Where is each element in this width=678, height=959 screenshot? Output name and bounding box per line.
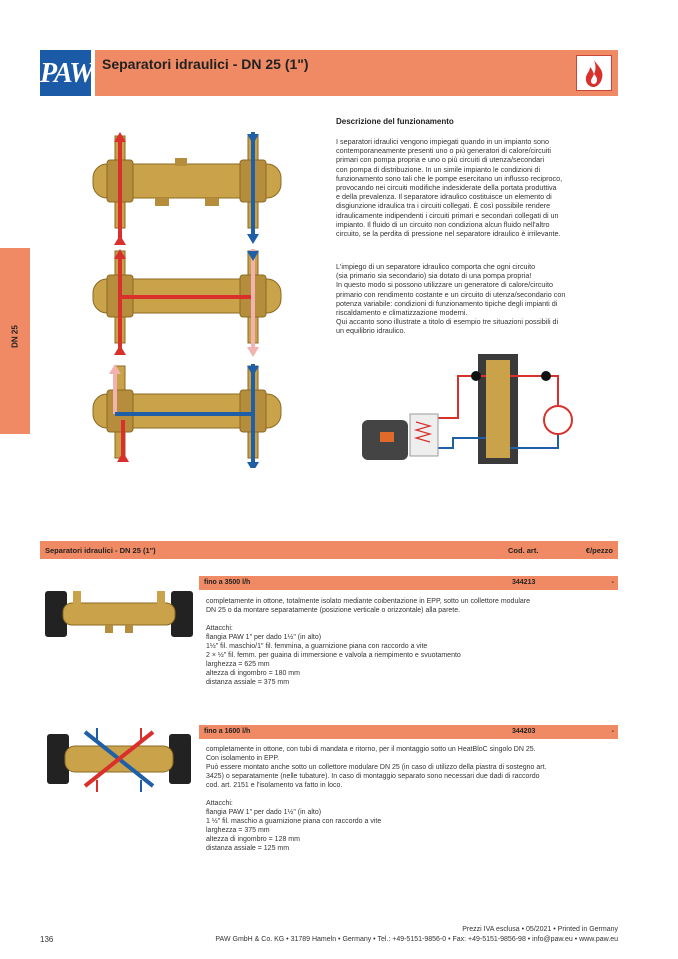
footer-company: PAW GmbH & Co. KG • 31789 Hameln • Germany • Tel.: +49-5151-9856-0 • Fax: +49-5151-9856-98 • info@paw.eu • www.paw.eu: [215, 936, 618, 943]
product-code: 344213: [512, 579, 536, 586]
side-tab-label: DN 25: [10, 325, 20, 348]
description-title: Descrizione del funzionamento: [336, 117, 454, 126]
product-name: fino a 3500 l/h: [204, 579, 251, 586]
description-paragraph-1: I separatori idraulici vengono impiegati quando in un impianto sono contemporaneamente presenti uno o più generatori di calore/circuiti primari con pompa propria e uno o più circuiti di utenza/secondari con pompa di distribuzione. In un simile impianto le condizioni di funzionamento sono tali che le pompe esercitano un influsso reciproco, provocando nei circuiti modifiche indesiderate della portata produttiva e della prevalenza. Il separatore idraulico costituisce un elemento di disgiunzione idraulica tra i circuiti collegati. È così possibile rendere idraulicamente indipendenti i circuiti primari e secondari collegati di un impianto. Il fluido di un circuito non condiziona alcun fluido nell'altro circuito, se la perdita di pressione nel separatore idraulico è irrilevante.: [336, 137, 563, 239]
product-name: fino a 1600 l/h: [204, 728, 251, 735]
page-number: 136: [40, 935, 54, 944]
column-code: Cod. art.: [508, 546, 539, 555]
separator-diagram-3: [93, 364, 281, 468]
column-price: €/pezzo: [585, 546, 613, 555]
separator-diagram-1: [93, 132, 281, 245]
product-row-344213[interactable]: [199, 576, 618, 590]
product-row-344203[interactable]: [199, 725, 618, 739]
footer-note: Prezzi IVA esclusa • 05/2021 • Printed in Germany: [462, 926, 618, 933]
side-tab: [0, 248, 30, 434]
hydraulic-schematic: [358, 348, 588, 470]
product-description-344213: completamente in ottone, totalmente isolato mediante coibentazione in EPP, sotto un collettore modulare DN 25 o da montare separatamente (posizione verticale o orizzontale) alla parete. Attacchi: flangia PAW 1" per dado 1½" (in alto) 1½" fil. maschio/1" fil. femmina, a guarnizione piana con raccordo a vite 2 × ½" fil. femm. per guaina di immersione e valvola a riempimento e svuotamento larghezza = 625 mm altezza di ingombro = 180 mm distanza assiale = 375 mm: [206, 598, 531, 686]
product-price: -: [611, 579, 614, 586]
product-image-344213: [45, 585, 193, 643]
paw-logo: [40, 50, 94, 96]
flame-icon: [576, 55, 612, 91]
page-title: Separatori idraulici - DN 25 (1"): [102, 56, 309, 72]
table-title: Separatori idraulici - DN 25 (1"): [45, 546, 156, 555]
logo-text: PAW: [40, 58, 94, 89]
product-description-344203: completamente in ottone, con tubi di mandata e ritorno, per il montaggio sotto un HeatBloC singolo DN 25. Con isolamento in EPP. Può essere montato anche sotto un collettore modulare DN 25 (in caso di utilizzo della piastra di sostegno art. 3425) o separatamente (nelle tubature). In caso di montaggio separato sono necessari due dadi di raccordo cod. art. 2151 e l'isolamento va fatto in loco. Attacchi: flangia PAW 1" per dado 1½" (in alto) 1 ½" fil. maschio a guarnizione piana con raccordo a vite larghezza = 375 mm altezza di ingombro = 128 mm distanza assiale = 125 mm: [206, 746, 547, 852]
product-price: -: [611, 728, 614, 735]
separator-diagram-2: [93, 249, 281, 357]
product-code: 344203: [512, 728, 536, 735]
page-header: [95, 50, 618, 96]
description-paragraph-2: L'impiego di un separatore idraulico comporta che ogni circuito (sia primario sia secondario) sia dotato di una pompa propria! In questo modo si possono utilizzare un generatore di calore/circuito primario con rendimento costante e un circuito di utenza/secondario con potenza variabile: condizioni di funzionamento tipiche degli impianti di riscaldamento e climatizzazione moderni. Qui accanto sono illustrate a titolo di esempio tre situazioni possibili di un equilibrio idraulico.: [336, 262, 566, 336]
product-image-344203: [45, 728, 193, 792]
product-table-header: [40, 541, 618, 559]
separator-flow-diagrams: [85, 128, 290, 468]
